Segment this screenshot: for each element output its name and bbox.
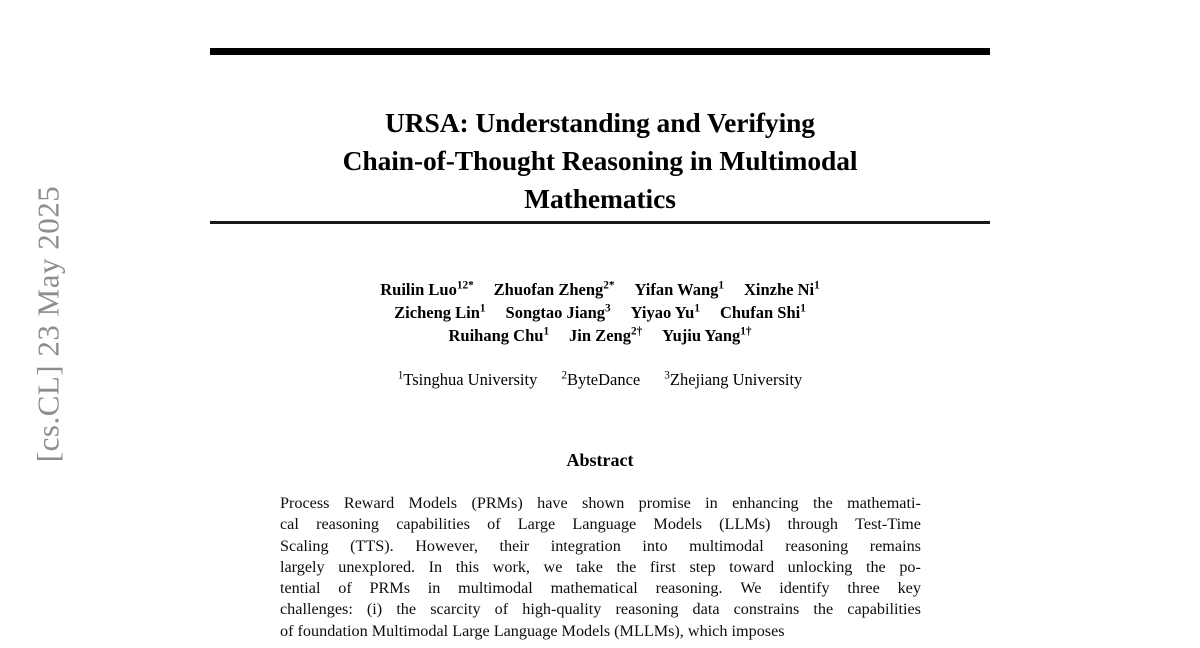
author-row	[210, 278, 990, 301]
author	[631, 301, 700, 324]
author	[380, 278, 473, 301]
page-title	[210, 104, 990, 218]
author-name: Ruilin Luo	[380, 280, 457, 299]
abstract-line: Process Reward Models (PRMs) have shown promise in enhancing the mathemati-	[280, 494, 921, 512]
title-line-3: Mathematics	[524, 183, 676, 215]
affiliation-block	[210, 369, 990, 391]
author-affiliation-marker: 1	[694, 302, 700, 315]
author-row	[210, 324, 990, 347]
top-rule	[210, 48, 990, 55]
author-affiliation-marker: 1†	[740, 325, 752, 338]
affiliation	[398, 369, 538, 391]
affiliation-name: ByteDance	[566, 370, 641, 389]
abstract-line: Scaling (TTS). However, their integration into multimodal reasoning remains	[280, 536, 921, 555]
author	[449, 324, 550, 347]
title-rule	[210, 221, 990, 224]
author-affiliation-marker: 1	[718, 279, 724, 292]
author-name: Songtao Jiang	[505, 303, 605, 322]
abstract-heading: Abstract	[566, 450, 634, 470]
affiliation-name: Zhejiang University	[669, 370, 803, 389]
author-affiliation-marker: 1	[800, 302, 806, 315]
author-affiliation-marker: 1	[814, 279, 820, 292]
author-name: Yifan Wang	[634, 280, 719, 299]
abstract-line: of foundation Multimodal Large Language Models (MLLMs), which imposes	[280, 621, 785, 640]
author-name: Yujiu Yang	[662, 326, 741, 345]
author-row	[210, 301, 990, 324]
affiliation	[664, 369, 802, 391]
author	[720, 301, 806, 324]
author-affiliation-marker: 1	[543, 325, 550, 338]
author	[494, 278, 615, 301]
author-name: Zicheng Lin	[394, 303, 480, 322]
affiliation	[561, 369, 640, 391]
author	[506, 301, 611, 324]
author-name: Jin Zeng	[569, 326, 631, 345]
author	[569, 324, 642, 347]
abstract-line: tential of PRMs in multimodal mathematical reasoning. We identify three key	[280, 579, 921, 598]
abstract-line: largely unexplored. In this work, we take the first step toward unlocking the po-	[280, 557, 921, 576]
author	[394, 301, 485, 324]
author-name: Ruihang Chu	[448, 326, 544, 345]
affiliation-marker: 2	[561, 369, 567, 382]
arxiv-stamp	[0, 0, 96, 648]
abstract-line: cal reasoning capabilities of Large Language Models (LLMs) through Test-Time	[280, 515, 921, 534]
abstract-line: challenges: (i) the scarcity of high-quality reasoning data constrains the capabilities	[280, 600, 921, 619]
title-line-1: URSA: Understanding and Verifying	[385, 107, 815, 139]
author	[662, 324, 751, 347]
author	[744, 278, 820, 301]
author-name: Xinzhe Ni	[744, 280, 815, 299]
author-block	[210, 278, 990, 347]
title-line-2: Chain-of-Thought Reasoning in Multimodal	[342, 145, 858, 177]
affiliation-name: Tsinghua University	[403, 370, 538, 389]
author-affiliation-marker: 3	[605, 302, 611, 315]
affiliation-marker: 1	[397, 369, 404, 382]
author-name: Zhuofan Zheng	[493, 280, 604, 299]
abstract-body	[280, 493, 921, 642]
author-affiliation-marker: 1	[479, 302, 486, 315]
author	[634, 278, 724, 301]
author-name: Chufan Shi	[719, 303, 801, 322]
affiliation-marker: 3	[664, 369, 670, 382]
author-affiliation-marker: 2*	[603, 279, 615, 292]
arxiv-stamp-text: [cs.CL] 23 May 2025	[30, 185, 66, 463]
author-affiliation-marker: 2†	[630, 325, 643, 338]
paper-column	[210, 0, 990, 648]
author-name: Yiyao Yu	[630, 303, 695, 322]
author-affiliation-marker: 12*	[456, 279, 474, 292]
